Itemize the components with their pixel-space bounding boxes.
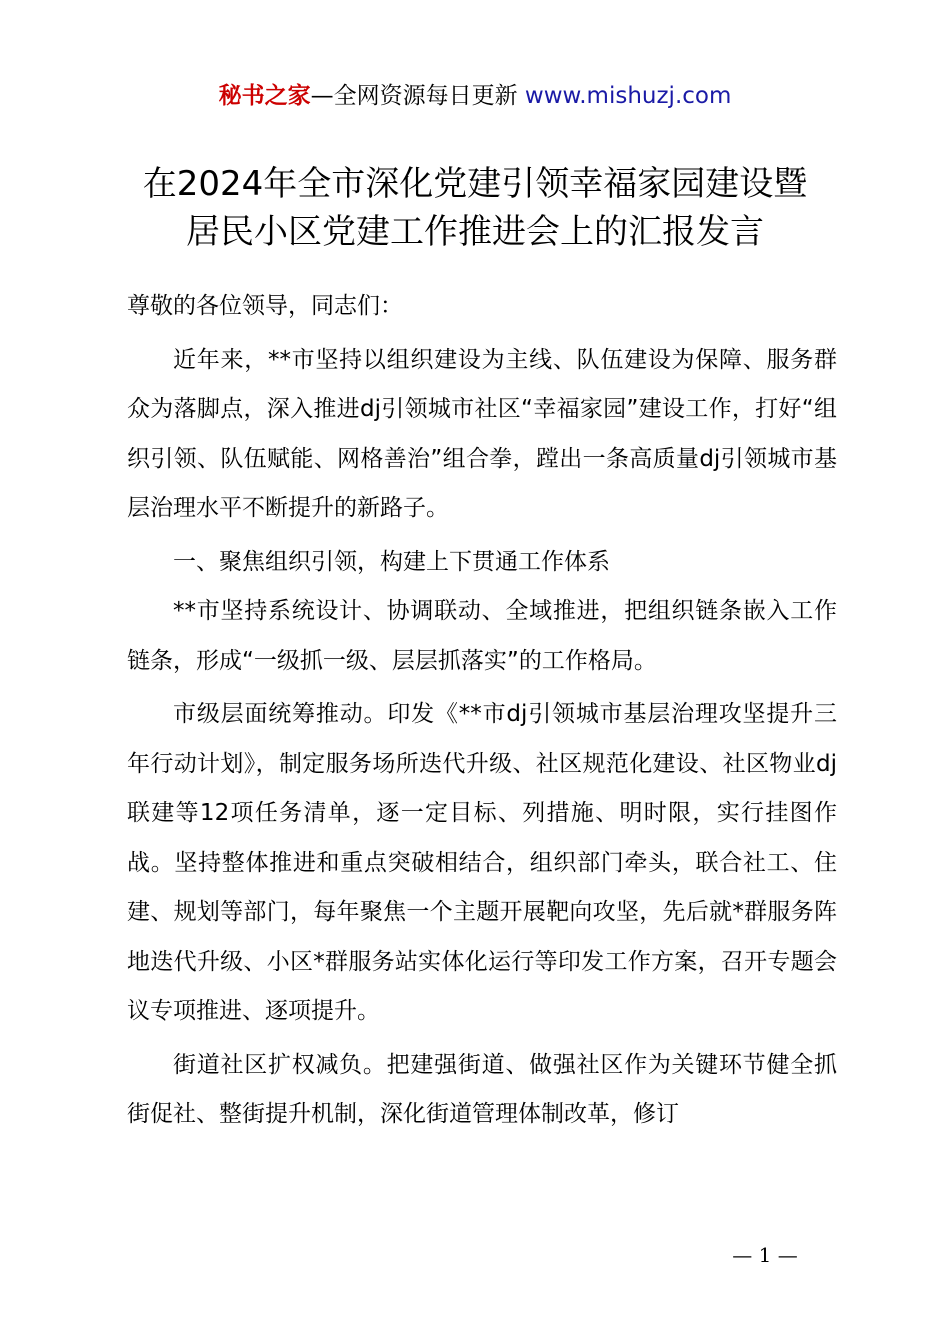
paragraph-intro: 近年来，**市坚持以组织建设为主线、队伍建设为保障、服务群众为落脚点，深入推进dj引领城市社区“幸福家园”建设工作，打好“组织引领、队伍赋能、网格善治”组合拳，蹚出一条高质量dj引领城市基层治理水平不断提升的新路子。 — [127, 346, 837, 521]
salutation: 尊敬的各位领导，同志们： — [127, 293, 403, 319]
document-body — [127, 282, 837, 1140]
section-heading-1: 一、聚焦组织引领，构建上下贯通工作体系 — [173, 548, 610, 575]
page-number: — 1 — — [732, 1243, 798, 1267]
site-url-link[interactable]: www.mishuzj.com — [524, 83, 732, 109]
paragraph-street-community: 街道社区扩权减负。把建强街道、做强社区作为关键环节健全抓街促社、整街提升机制，深化街道管理体制改革，修订 — [127, 1051, 837, 1127]
site-slogan: —全网资源每日更新 — [310, 83, 518, 109]
paragraph-section-1: **市坚持系统设计、协调联动、全域推进，把组织链条嵌入工作链条，形成“一级抓一级、层层抓落实”的工作格局。 — [127, 598, 837, 674]
title-line-1: 在2024年全市深化党建引领幸福家园建设暨 — [142, 164, 808, 204]
document-title — [0, 160, 950, 256]
site-header — [0, 80, 950, 112]
paragraph-city-level: 市级层面统筹推动。印发《**市dj引领城市基层治理攻坚提升三年行动计划》，制定服务场所迭代升级、社区规范化建设、社区物业dj联建等12项任务清单，逐一定目标、列措施、明时限，实行挂图作战。坚持整体推进和重点突破相结合，组织部门牵头，联合社工、住建、规划等部门，每年聚焦一个主题开展靶向攻坚，先后就*群服务阵地迭代升级、小区*群服务站实体化运行等印发工作方案，召开专题会议专项推进、逐项提升。 — [127, 701, 837, 1024]
title-line-2: 居民小区党建工作推进会上的汇报发言 — [186, 212, 764, 252]
site-brand: 秘书之家 — [218, 83, 311, 109]
